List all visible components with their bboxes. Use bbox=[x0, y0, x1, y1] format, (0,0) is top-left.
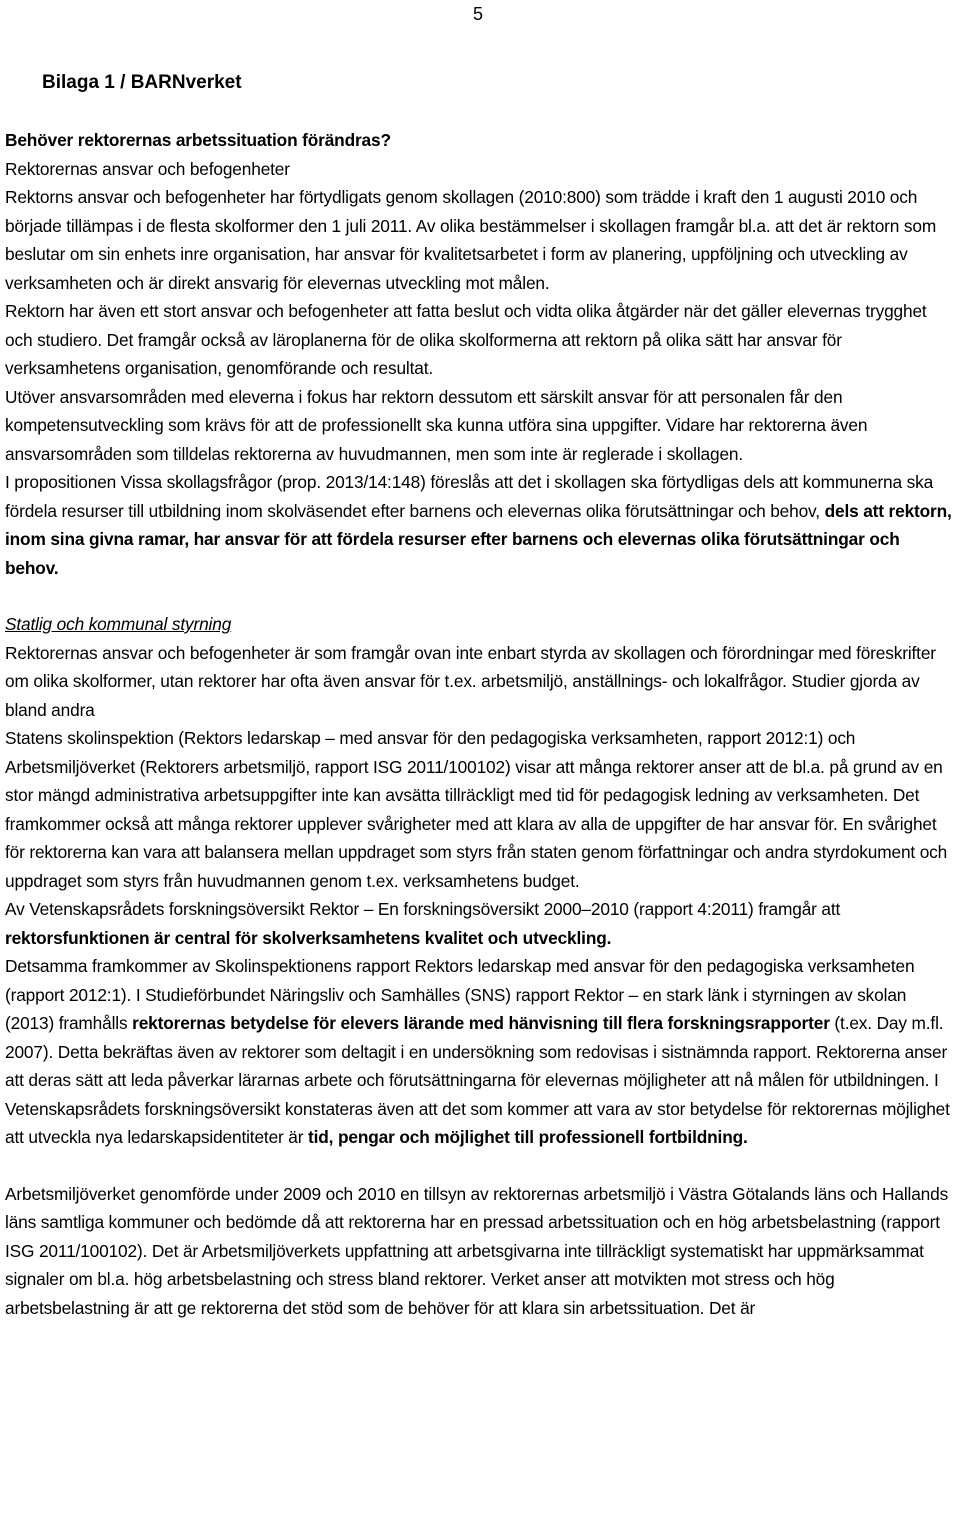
paragraph-2: Rektorn har även ett stort ansvar och befogenheter att fatta beslut och vidta olika åtgärder när det gäller elevernas trygghet och studiero. Det framgår också av läroplanerna för de olika skolformerna att rektorn på olika sätt har ansvar för verksamhetens organisation, genomförande och resultat. bbox=[5, 301, 927, 378]
paragraph-3: Utöver ansvarsområden med eleverna i fokus har rektorn dessutom ett särskilt ansvar för att personalen får den kompetensutveckling som krävs för att de professionellt ska kunna utföra sina uppgifter. Vidare har rektorerna även ansvarsområden som tilldelas rektorerna av huvudmannen, men som inte är reglerade i skollagen. bbox=[5, 386, 868, 464]
subheading: Rektorernas ansvar och befogenheter bbox=[5, 158, 290, 179]
paragraph-6: Statens skolinspektion (Rektors ledarskap – med ansvar för den pedagogiska verksamheten, rapport 2012:1) och Arbetsmiljöverket (Rektorers arbetsmiljö, rapport ISG 2011/100102) visar att många rektorer anser att de bl.a. på grund av en stor mängd administrativa arbetsuppgifter inte kan avsätta tillräckligt med tid för pedagogisk ledning av verksamheten. Det framkommer också att många rektorer upplever svårigheter med att klara av alla de uppgifter de har ansvar för. En svårighet för rektorerna kan vara att balansera mellan uppdraget som styrs från staten genom författningar och andra styrdokument och uppdraget som styrs från huvudmannen genom t.ex. verksamhetens budget. bbox=[5, 728, 948, 891]
paragraph-8-text-b: (t.ex. Day m.fl. 2007). Detta bekräftas även av rektorer som deltagit i en undersökning som redovisas i sistnämnda rapport. Rektorerna anser att deras sätt att leda påverkar lärarnas arbete och förutsättningarna för elevernas möjligheter att nå målen för utbildningen. bbox=[5, 1013, 948, 1090]
paragraph-4-bold: dels att rektorn, inom sina givna ramar, har ansvar för att fördela resurser efter barnens och elevernas olika förutsättningar och behov. bbox=[5, 500, 952, 578]
paragraph-4 bbox=[5, 468, 957, 582]
paragraph-8-text-a: Detsamma framkommer av Skolinspektionens rapport Rektors ledarskap med ansvar för den pedagogiska verksamheten (rapport 2012:1). I Studieförbundet Näringsliv och Samhälles (SNS) rapport Rektor – en stark länk i styrningen av skolan (2013) framhålls bbox=[5, 956, 915, 1033]
paragraph-8 bbox=[5, 952, 957, 1152]
bilaga-title: Bilaga 1 / BARNverket bbox=[42, 72, 242, 93]
section-heading: Statlig och kommunal styrning bbox=[5, 614, 232, 634]
paragraph-10: Arbetsmiljöverket genomförde under 2009 och 2010 en tillsyn av rektorernas arbetsmiljö i Västra Götalands läns och Hallands läns samtliga kommuner och bedömde då att rektorerna har en pressad arbetssituation och en hög arbetsbelastning (rapport ISG 2011/100102). Det är Arbetsmiljöverkets uppfattning att arbetsgivarna inte tillräckligt systematiskt har uppmärksammat signaler om bl.a. hög arbetsbelastning och stress bland rektorer. Verket anser att motvikten mot stress och hög arbetsbelastning är att ge rektorerna det stöd som de behöver för att klara sin arbetssituation. Det är bbox=[5, 1183, 949, 1318]
paragraph-9-bold: tid, pengar och möjlighet till professionell fortbildning. bbox=[308, 1127, 748, 1147]
paragraph-7 bbox=[5, 895, 957, 952]
paragraph-4-text: I propositionen Vissa skollagsfrågor (prop. 2013/14:148) föreslås att det i skollagen ska förtydligas dels att kommunerna ska fördela resurser till utbildning inom skolväsendet efter barnens och elevernas olika förutsättningar och behov, bbox=[5, 472, 934, 521]
paragraph-7-text: Av Vetenskapsrådets forskningsöversikt Rektor – En forskningsöversikt 2000–2010 (rapport 4:2011) framgår att bbox=[5, 899, 841, 919]
document-body bbox=[5, 126, 957, 1322]
paragraph-8-bold: rektorernas betydelse för elevers lärande med hänvisning till flera forskningsrapporter bbox=[132, 1013, 830, 1033]
question-heading: Behöver rektorernas arbetssituation förändras? bbox=[5, 130, 391, 150]
paragraph-1: Rektorns ansvar och befogenheter har förtydligats genom skollagen (2010:800) som trädde i kraft den 1 augusti 2010 och började tillämpas i de flesta skolformer den 1 juli 2011. Av olika bestämmelser i skollagen framgår bl.a. att det är rektorn som beslutar om sin enhets inre organisation, har ansvar för kvalitetsarbetet i form av planering, uppföljning och utveckling av verksamheten och är direkt ansvarig för elevernas utveckling mot målen. bbox=[5, 187, 937, 293]
page-number: 5 bbox=[473, 4, 484, 24]
paragraph-5: Rektorernas ansvar och befogenheter är som framgår ovan inte enbart styrda av skollagen och förordningar med föreskrifter om olika skolformer, utan rektorer har ofta även ansvar för t.ex. arbetsmiljö, anställnings- och lokalfrågor. Studier gjorda av bland andra bbox=[5, 642, 936, 720]
paragraph-7-bold: rektorsfunktionen är central för skolverksamhetens kvalitet och utveckling. bbox=[5, 927, 612, 948]
paragraph-9-text: I Vetenskapsrådets forskningsöversikt konstateras även att det som kommer att vara av stor betydelse för rektorernas möjlighet att utveckla nya ledarskapsidentiteter är bbox=[5, 1070, 950, 1147]
